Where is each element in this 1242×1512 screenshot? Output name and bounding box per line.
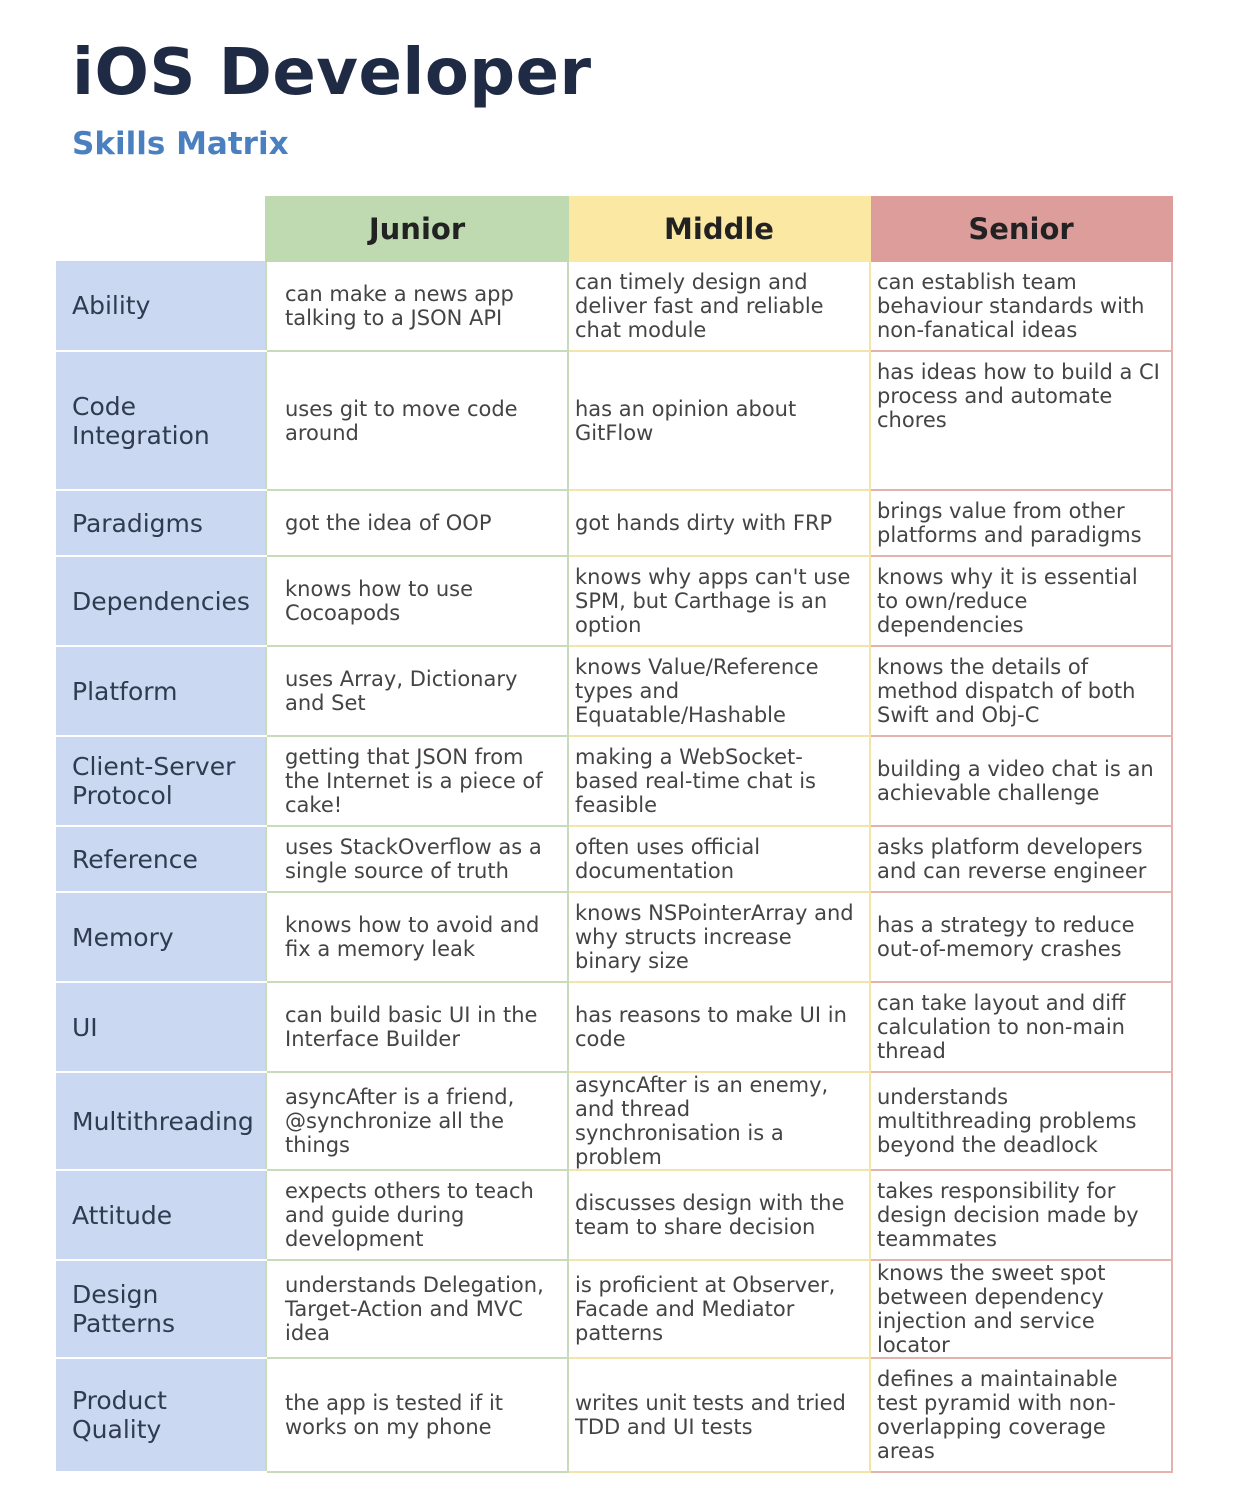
- junior-cell: got the idea of OOP: [266, 490, 568, 556]
- table-row: [56, 1170, 1172, 1260]
- senior-cell: asks platform developers and can reverse engineer: [870, 826, 1172, 892]
- middle-cell: making a WebSocket-based real-time chat is feasible: [568, 736, 870, 826]
- table-row: [56, 556, 1172, 646]
- senior-cell: has a strategy to reduce out-of-memory crashes: [870, 892, 1172, 982]
- skill-label: Product Quality: [56, 1358, 266, 1472]
- skill-label: Multithreading: [56, 1072, 266, 1170]
- table-row: [56, 1260, 1172, 1358]
- skill-label: Memory: [56, 892, 266, 982]
- junior-cell: can make a news app talking to a JSON API: [266, 261, 568, 351]
- junior-cell: understands Delegation, Target-Action and MVC idea: [266, 1260, 568, 1358]
- junior-cell: uses StackOverflow as a single source of truth: [266, 826, 568, 892]
- senior-cell: knows the sweet spot between dependency injection and service locator: [870, 1260, 1172, 1358]
- table-row: [56, 646, 1172, 736]
- middle-cell: knows Value/Reference types and Equatable/Hashable: [568, 646, 870, 736]
- junior-cell: uses git to move code around: [266, 351, 568, 490]
- junior-cell: knows how to avoid and fix a memory leak: [266, 892, 568, 982]
- table-row: [56, 261, 1172, 351]
- senior-cell: brings value from other platforms and paradigms: [870, 490, 1172, 556]
- middle-cell: is proficient at Observer, Facade and Mediator patterns: [568, 1260, 870, 1358]
- middle-cell: asyncAfter is an enemy, and thread synchronisation is a problem: [568, 1072, 870, 1170]
- skill-label: Attitude: [56, 1170, 266, 1260]
- junior-cell: uses Array, Dictionary and Set: [266, 646, 568, 736]
- skill-label: Ability: [56, 261, 266, 351]
- senior-cell: can establish team behaviour standards with non-fanatical ideas: [870, 261, 1172, 351]
- middle-cell: discusses design with the team to share decision: [568, 1170, 870, 1260]
- header-row: [56, 197, 1172, 261]
- skill-label: Design Patterns: [56, 1260, 266, 1358]
- junior-cell: can build basic UI in the Interface Builder: [266, 982, 568, 1072]
- middle-cell: has an opinion about GitFlow: [568, 351, 870, 490]
- junior-cell: knows how to use Cocoapods: [266, 556, 568, 646]
- level-header-middle: Middle: [568, 197, 870, 261]
- level-header-senior: Senior: [870, 197, 1172, 261]
- table-row: [56, 1072, 1172, 1170]
- table-row: [56, 736, 1172, 826]
- middle-cell: knows why apps can't use SPM, but Carthage is an option: [568, 556, 870, 646]
- middle-cell: knows NSPointerArray and why structs increase binary size: [568, 892, 870, 982]
- senior-cell: takes responsibility for design decision made by teammates: [870, 1170, 1172, 1260]
- junior-cell: asyncAfter is a friend, @synchronize all the things: [266, 1072, 568, 1170]
- skill-label: Platform: [56, 646, 266, 736]
- table-row: [56, 892, 1172, 982]
- senior-cell: can take layout and diff calculation to non-main thread: [870, 982, 1172, 1072]
- senior-cell: knows why it is essential to own/reduce dependencies: [870, 556, 1172, 646]
- middle-cell: writes unit tests and tried TDD and UI tests: [568, 1358, 870, 1472]
- table-row: [56, 982, 1172, 1072]
- corner-cell: [56, 197, 266, 261]
- table-row: [56, 826, 1172, 892]
- skill-label: Code Integration: [56, 351, 266, 490]
- page-subtitle: Skills Matrix: [72, 126, 289, 162]
- middle-cell: can timely design and deliver fast and reliable chat module: [568, 261, 870, 351]
- middle-cell: often uses official documentation: [568, 826, 870, 892]
- senior-cell: building a video chat is an achievable challenge: [870, 736, 1172, 826]
- table-row: [56, 490, 1172, 556]
- junior-cell: expects others to teach and guide during development: [266, 1170, 568, 1260]
- skill-label: Dependencies: [56, 556, 266, 646]
- table-row: [56, 351, 1172, 490]
- middle-cell: got hands dirty with FRP: [568, 490, 870, 556]
- skill-label: UI: [56, 982, 266, 1072]
- skill-label: Paradigms: [56, 490, 266, 556]
- senior-cell: knows the details of method dispatch of both Swift and Obj-C: [870, 646, 1172, 736]
- senior-cell: defines a maintainable test pyramid with non-overlapping coverage areas: [870, 1358, 1172, 1472]
- skills-matrix-table: [56, 196, 1173, 1473]
- page-title: iOS Developer: [72, 36, 592, 110]
- skill-label: Client-Server Protocol: [56, 736, 266, 826]
- table-row: [56, 1358, 1172, 1472]
- middle-cell: has reasons to make UI in code: [568, 982, 870, 1072]
- junior-cell: the app is tested if it works on my phone: [266, 1358, 568, 1472]
- junior-cell: getting that JSON from the Internet is a piece of cake!: [266, 736, 568, 826]
- senior-cell: has ideas how to build a CI process and automate chores: [870, 351, 1172, 490]
- senior-cell: understands multithreading problems beyond the deadlock: [870, 1072, 1172, 1170]
- skill-label: Reference: [56, 826, 266, 892]
- level-header-junior: Junior: [266, 197, 568, 261]
